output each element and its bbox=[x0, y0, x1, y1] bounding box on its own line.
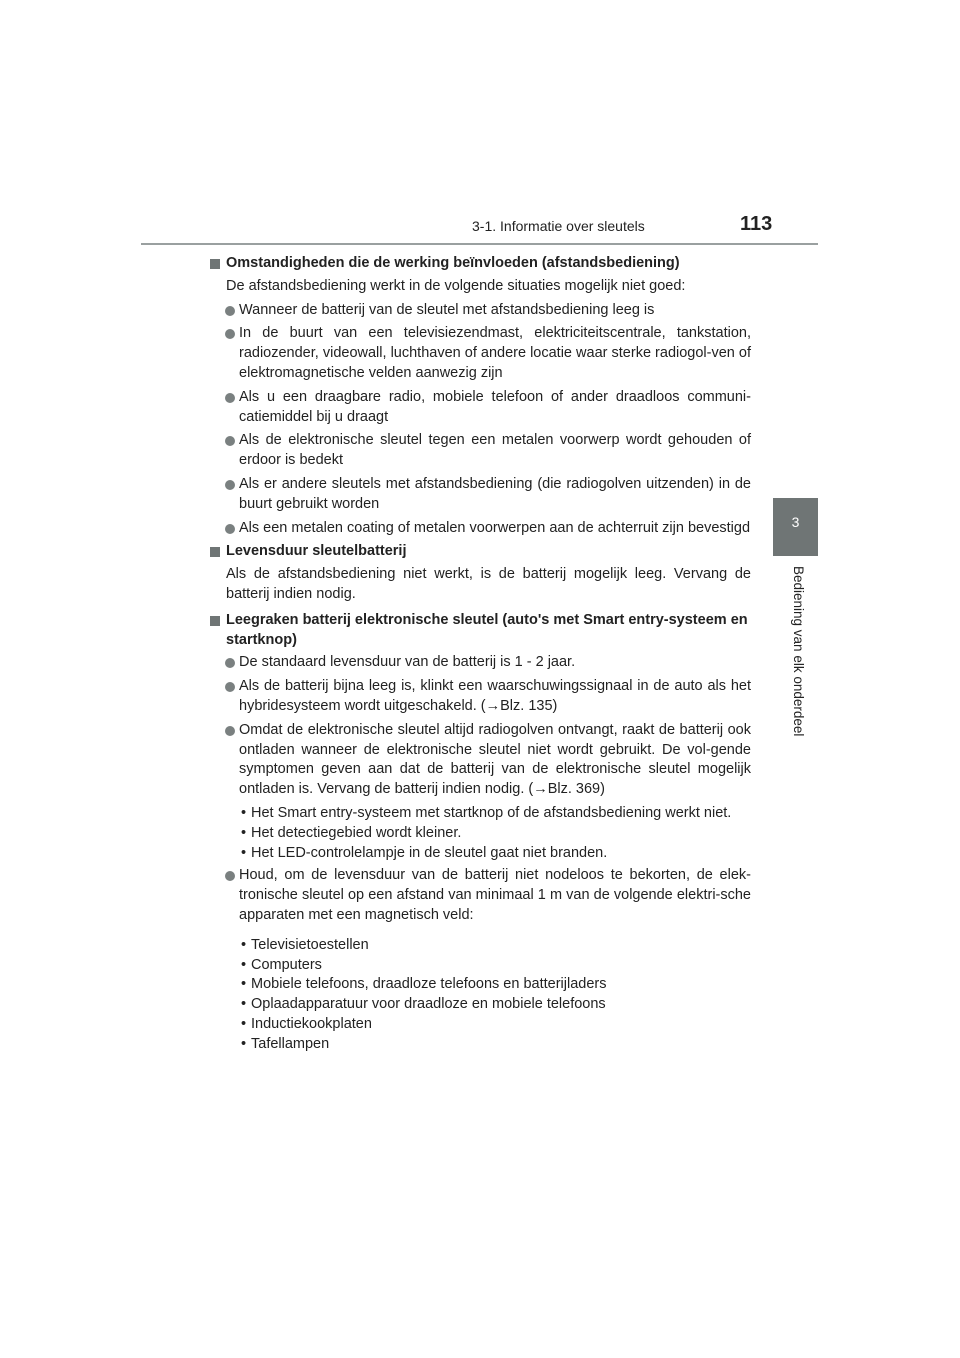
list-item: In de buurt van een televisiezendmast, elektriciteitscentrale, tankstation, radiozender, videowall, luchthaven of andere locatie waar sterke radiogol-ven of elektromagnetische velden aanwezig zijn bbox=[210, 324, 751, 383]
sub-list-item: • Het detectiegebied wordt kleiner. bbox=[241, 824, 462, 841]
chapter-tab-label: Bediening van elk onderdeel bbox=[791, 566, 806, 737]
round-bullet-icon bbox=[225, 480, 235, 490]
sub-list-item: • Inductiekookplaten bbox=[241, 1015, 372, 1032]
header-section-title: 3-1. Informatie over sleutels bbox=[472, 218, 645, 234]
list-item: De standaard levensduur van de batterij is 1 - 2 jaar. bbox=[210, 653, 751, 673]
list-item: Houd, om de levensduur van de batterij niet nodeloos te bekorten, de elek-tronische sleutel op een afstand van minimaal 1 m van de volgende elektri-sche apparaten met een magnetisch veld: bbox=[210, 866, 751, 925]
list-item: Als een metalen coating of metalen voorwerpen aan de achterruit zijn bevestigd bbox=[210, 519, 751, 539]
chapter-tab-number: 3 bbox=[791, 514, 800, 530]
section-intro: De afstandsbediening werkt in de volgende situaties mogelijk niet goed: bbox=[226, 277, 686, 294]
list-item: Wanneer de batterij van de sleutel met afstandsbediening leeg is bbox=[210, 301, 751, 321]
round-bullet-icon bbox=[225, 436, 235, 446]
round-bullet-icon bbox=[225, 726, 235, 736]
section-heading: Leegraken batterij elektronische sleutel (auto's met Smart entry-systeem en startknop) bbox=[210, 611, 751, 651]
list-item: Als de batterij bijna leeg is, klinkt een waarschuwingssignaal in de auto als het hybridesysteem wordt uitgeschakeld. (→Blz. 135) bbox=[210, 677, 751, 717]
section-heading: Levensduur sleutelbatterij bbox=[210, 542, 751, 562]
round-bullet-icon bbox=[225, 524, 235, 534]
square-bullet-icon bbox=[210, 547, 220, 557]
round-bullet-icon bbox=[225, 871, 235, 881]
sub-list bbox=[210, 804, 751, 863]
page-number: 113 bbox=[740, 213, 773, 235]
header-divider bbox=[141, 243, 818, 245]
section-heading: Omstandigheden die de werking beïnvloeden (afstandsbediening) bbox=[210, 254, 751, 274]
list-item: Als er andere sleutels met afstandsbediening (die radiogolven uitzenden) in de buurt gebruikt worden bbox=[210, 475, 751, 515]
square-bullet-icon bbox=[210, 259, 220, 269]
list-item: Omdat de elektronische sleutel altijd radiogolven ontvangt, raakt de batterij ook ontladen wanneer de elektronische sleutel niet wordt gebruikt. De vol-gende symptomen geven aan dat de batterij van de elektronische sleutel mogelijk ontladen is. Vervang de batterij indien nodig. (→Blz. 369) bbox=[210, 721, 751, 800]
list-item: Als u een draagbare radio, mobiele telefoon of ander draadloos communi-catiemiddel bij u draagt bbox=[210, 388, 751, 428]
square-bullet-icon bbox=[210, 616, 220, 626]
round-bullet-icon bbox=[225, 329, 235, 339]
sub-list-item: • Computers bbox=[241, 956, 322, 973]
section-intro: Als de afstandsbediening niet werkt, is de batterij mogelijk leeg. Vervang de batterij indien nodig. bbox=[226, 566, 751, 602]
round-bullet-icon bbox=[225, 393, 235, 403]
sub-list-item: • Tafellampen bbox=[241, 1035, 330, 1052]
round-bullet-icon bbox=[225, 658, 235, 668]
sub-list-item: • Het Smart entry-systeem met startknop of de afstandsbediening werkt niet. bbox=[241, 804, 732, 821]
round-bullet-icon bbox=[225, 682, 235, 692]
page-content bbox=[210, 254, 751, 1057]
round-bullet-icon bbox=[225, 306, 235, 316]
sub-list-item: • Oplaadapparatuur voor draadloze en mobiele telefoons bbox=[241, 996, 606, 1013]
sub-list bbox=[210, 936, 751, 1055]
sub-list-item: • Het LED-controlelampje in de sleutel gaat niet branden. bbox=[241, 844, 608, 861]
sub-list-item: • Televisietoestellen bbox=[241, 936, 369, 953]
sub-list-item: • Mobiele telefoons, draadloze telefoons en batterijladers bbox=[241, 976, 607, 993]
list-item: Als de elektronische sleutel tegen een metalen voorwerp wordt gehouden of erdoor is bedekt bbox=[210, 431, 751, 471]
